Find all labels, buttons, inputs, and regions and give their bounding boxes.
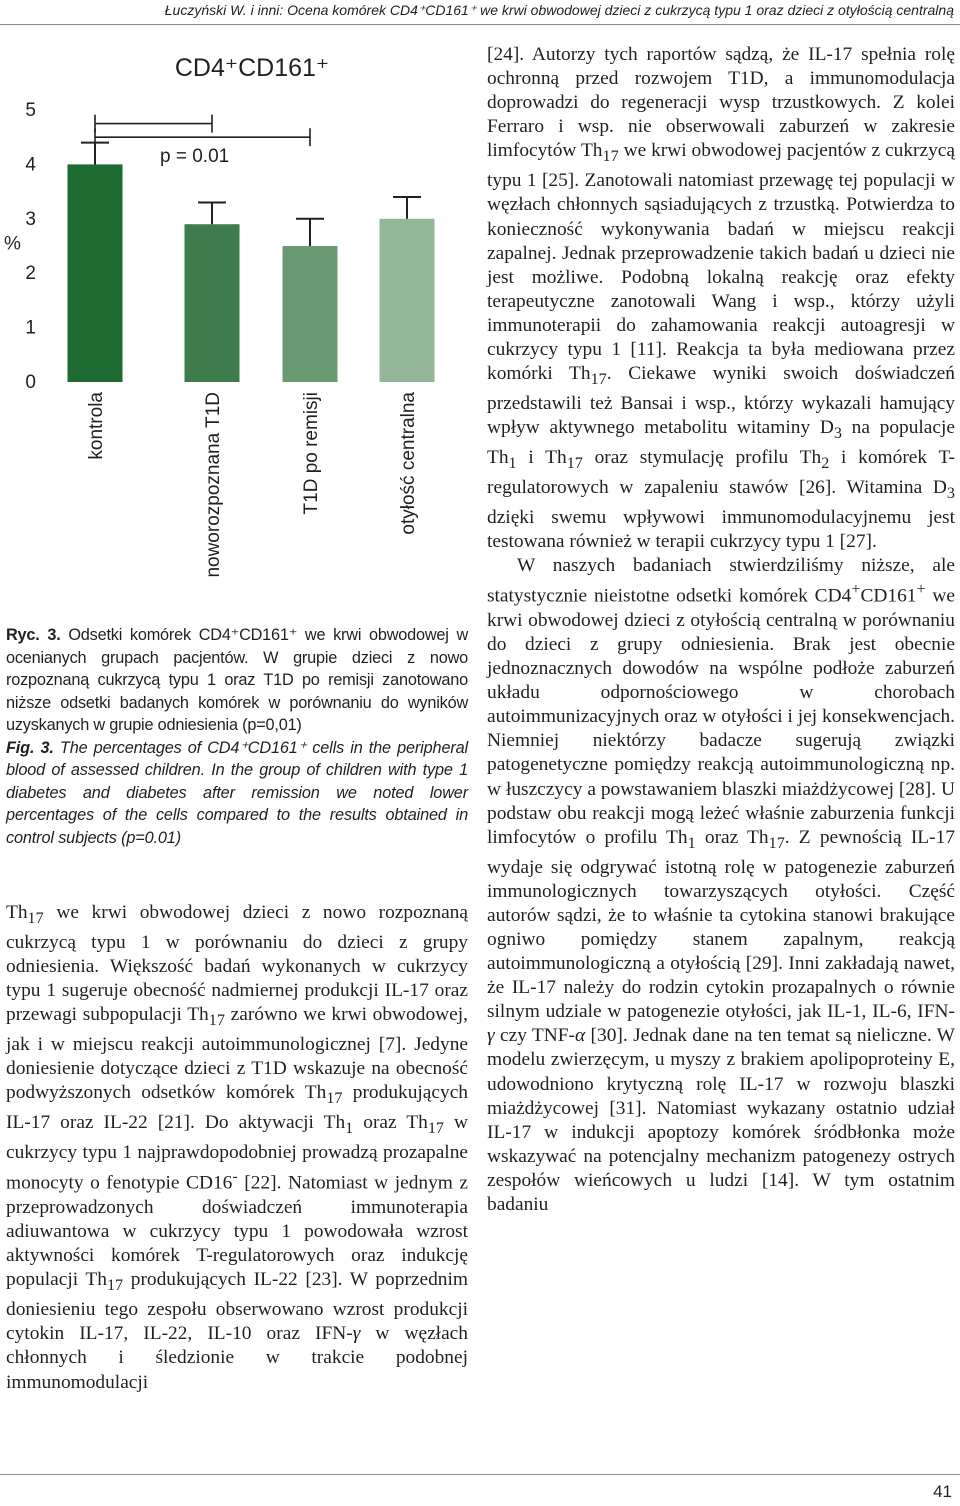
footer-divider: [0, 1474, 960, 1475]
y-tick-label: 4: [25, 154, 36, 176]
bar: [185, 224, 240, 382]
x-tick-label: otyłość centralna: [398, 392, 419, 535]
y-tick-label: 5: [25, 100, 36, 121]
body-left-column: [6, 901, 468, 1395]
p-value-annotation: p = 0.01: [160, 146, 230, 168]
y-tick-label: 3: [25, 208, 36, 230]
x-tick-label: T1D po remisji: [301, 392, 322, 515]
body-right-column: [487, 43, 955, 1217]
bar: [380, 219, 435, 382]
bar-chart: [0, 30, 470, 620]
y-tick-label: 2: [25, 263, 36, 285]
left-paragraph: $Th_{17}$ we krwi obwodowej dzieci z nowo rozpoznaną cukrzycą typu 1 w porównaniu do dzieci z grupy odniesienia. Większość badań wykonanych w cukrzycy typu 1 sugeruje obecność nadmiernej produkcji IL-17 oraz przewagi subpopulacji $Th_{17}$ zarówno we krwi obwodowej, jak i w miejscu reakcji autoimmunologicznej [7]. Jedyne doniesienie dotyczące dzieci z T1D wskazuje na obecność podwyższonych odsetków komórek $Th_{17}$ produkujących IL-17 oraz IL-22 [21]. Do aktywacji $Th_1$ oraz $Th_{17}$ w cukrzycy typu 1 najprawdopodobniej prowadzą prozapalne monocyty o fenotypie CD16- [22]. Natomiast w jednym z przeprowadzonych doświadczeń immunoterapia adiuwantowa w cukrzycy typu 1 powodowała wzrost aktywności komórek T-regulatorowych oraz indukcję populacji $Th_{17}$ produkujących IL-22 [23]. W poprzednim doniesieniu tego zespołu obserwowano wzrost produkcji cytokin IL-17, IL-22, IL-10 oraz IFN-γ w węzłach chłonnych i śledzionie w trakcie podobnej immunomodulacji: [6, 902, 469, 1393]
right-paragraph-1: [24]. Autorzy tych raportów sądzą, że IL-17 spełnia rolę ochronną przed rozwojem T1D, a immunomodulacja doprowadzi do regeneracji wysp trzustkowych. Z kolei Ferraro i wsp. nie obserwowali zaburzeń w zakresie limfocytów $Th_{17}$ we krwi obwodowej pacjentów z cukrzycą typu 1 [25]. Zanotowali natomiast przewagę tej populacji w węzłach chłonnych sąsiadujących z trzustką. Potwierdza to konieczność wykonywania badań w miejscu reakcji zapalnej. Jednak przeprowadzenie takich badań u dzieci nie jest możliwe. Podobną lokalną reakcję oraz efekty terapeutyczne zanotowali Wang i wsp., którzy użyli immunoterapii do zahamowania reakcji autoagresji w cukrzycy typu 1 [11]. Reakcja ta była mediowana przez komórki $Th_{17}$. Ciekawe wyniki swoich doświadczeń przedstawili też Bansai i wsp., którzy wykazali hamujący wpływ aktywnego metabolitu witaminy $D_3$ na populacje $Th_1$ i $Th_{17}$ oraz stymulację profilu $Th_2$ i komórek T-regulatorowych w zapaleniu stawów [26]. Witamina $D_3$ dzięki swemu wpływowi immunomodulacyjnemu jest testowana również w terapii cukrzycy typu 1 [27].: [487, 44, 955, 553]
caption-polish: [6, 624, 468, 737]
caption-en-text: The percentages of CD4⁺CD161⁺ cells in the peripheral blood of assessed children. In the group of children with type 1 diabetes and diabetes after remission we noted lower percentages of the cells compared to the results obtained in control subjects (p=0.01): [6, 738, 468, 847]
caption-pl-label: Ryc. 3.: [6, 626, 61, 644]
running-header: Łuczyński W. i inni: Ocena komórek CD4⁺CD161⁺ we krwi obwodowej dzieci z cukrzycą typu 1 oraz dzieci z otyłością centralną: [164, 2, 954, 18]
y-axis-label: %: [4, 233, 21, 255]
caption-en-label: Fig. 3.: [6, 738, 54, 757]
bar: [68, 164, 123, 382]
page-number: 41: [933, 1482, 952, 1501]
caption-english: [6, 737, 468, 850]
bar: [283, 246, 338, 382]
right-paragraph-2: W naszych badaniach stwierdziliśmy niższe, ale statystycznie nieistotne odsetki komórek CD4+CD161+ we krwi obwodowej dzieci z otyłością centralną w porównaniu do dzieci z grupy odniesienia. Brak jest obecnie jednoznacznych dowodów na wspólne podłoże zaburzeń układu odpornościowego w chorobach autoimmunizacyjnych oraz w otyłości i jej konsekwencjach. Niemniej niektórzy badacze sugerują związki patogenetyczne pomiędzy reakcją autoimmunologiczną np. w łuszczycy a powstawaniem blaszki miażdżycowej [28]. U podstaw obu reakcji mogą leżeć właśnie zaburzenia funkcji limfocytów o profilu $Th_1$ oraz $Th_{17}$. Z pewnością IL-17 wydaje się odgrywać istotną rolę w patogenezie zaburzeń immunologicznych towarzyszących otyłości. Część autorów sądzi, że to właśnie ta cytokina stanowi brakujące ogniwo pomiędzy stanem zapalnym, reakcją autoimmunologiczną a otyłością [29]. Inni zakładają nawet, że IL-17 należy do rodzin cytokin prozapalnych o równie silnym udziale w patogenezie otyłości, jak IL-1, IL-6, IFN-γ czy TNF-α [30]. Jednak dane na ten temat są nieliczne. W modelu zwierzęcym, u myszy z brakiem apolipoproteiny E, udowodniono krytyczną rolę IL-17 w rozwoju blaszki miażdżycowej [31]. Natomiast wykazany ostatnio udział IL-17 w indukcji apoptozy komórek śródbłonka może wskazywać na potencjalny mechanizm patogenezy ostrych zespołów wieńcowych u ludzi [14]. W tym ostatnim badaniu: [487, 555, 955, 1216]
x-tick-label: noworozpoznana T1D: [203, 392, 224, 578]
x-tick-label: kontrola: [86, 392, 107, 460]
figure-caption: [6, 624, 468, 849]
chart-title: CD4⁺CD161⁺: [174, 54, 330, 82]
y-tick-label: 1: [25, 317, 36, 339]
y-tick-label: 0: [25, 372, 36, 393]
caption-pl-text: Odsetki komórek CD4⁺CD161⁺ we krwi obwodowej w ocenianych grupach pacjentów. W grupie dzieci z nowo rozpoznaną cukrzycą typu 1 oraz T1D po remisji zanotowano niższe odsetki badanych komórek w porównaniu do wyników uzyskanych w grupie odniesienia (p=0,01): [6, 626, 468, 734]
header-divider: [0, 24, 960, 25]
